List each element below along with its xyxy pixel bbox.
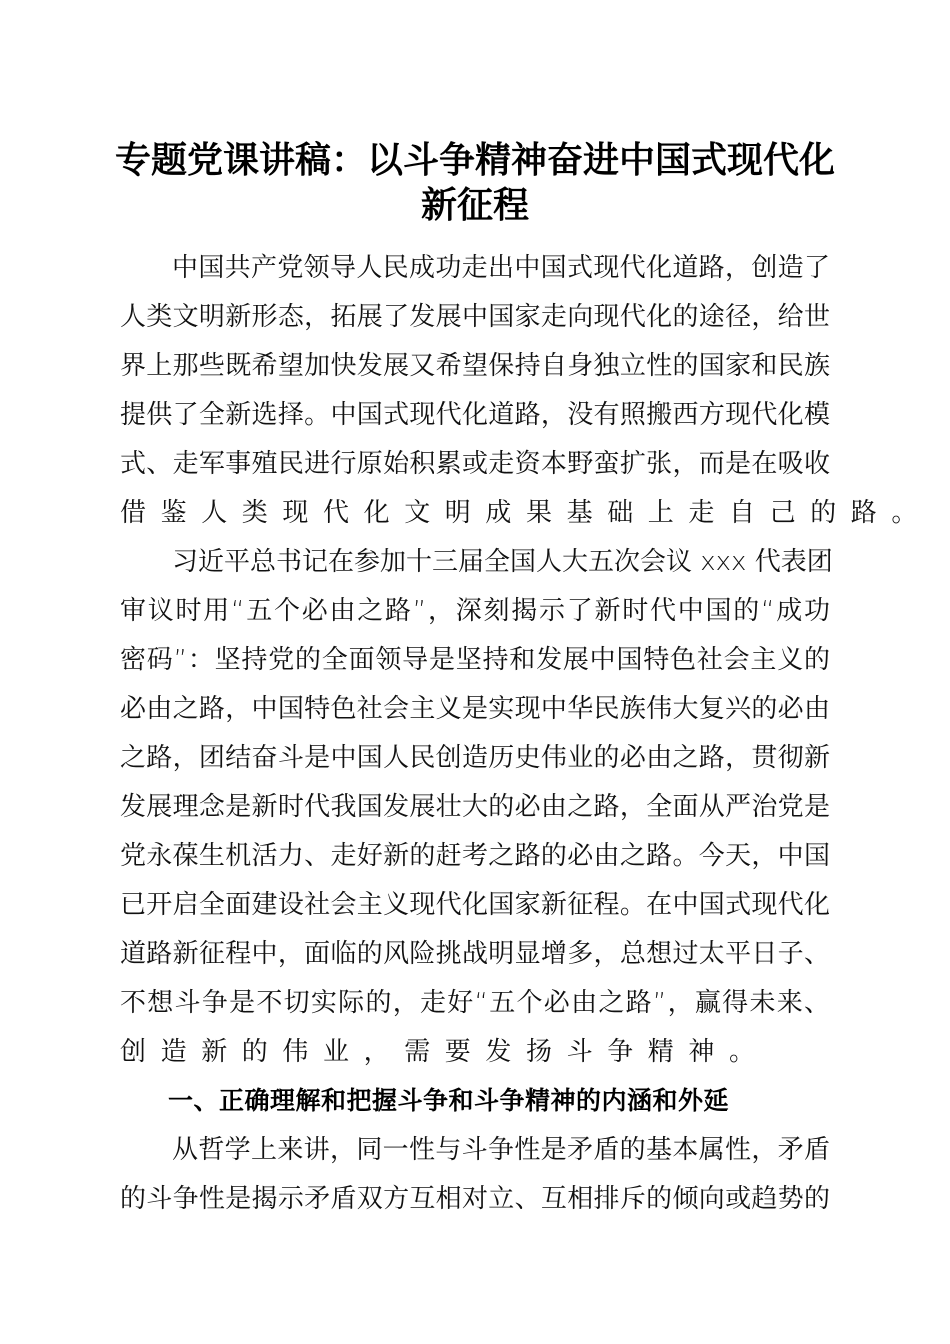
paragraph-line: 借鉴人类现代化文明成果基础上走自己的路。 — [120, 498, 933, 528]
paragraph-line: 式、走军事殖民进行原始积累或走资本野蛮扩张，而是在吸收 — [120, 449, 830, 479]
paragraph-line: 习近平总书记在参加十三届全国人大五次会议 xxx 代表团 — [172, 547, 833, 577]
paragraph-line: 从哲学上来讲，同一性与斗争性是矛盾的基本属性，矛盾 — [172, 1135, 830, 1165]
section-heading: 一、正确理解和把握斗争和斗争精神的内涵和外延 — [168, 1086, 730, 1115]
paragraph-line: 道路新征程中，面临的风险挑战明显增多，总想过太平日子、 — [120, 939, 830, 969]
paragraph-line: 中国共产党领导人民成功走出中国式现代化道路，创造了 — [172, 253, 830, 283]
paragraph-line: 创造新的伟业，需要发扬斗争精神。 — [120, 1037, 770, 1067]
paragraph-line: 审议时用“五个必由之路”，深刻揭示了新时代中国的“成功 — [120, 596, 830, 626]
paragraph-line: 党永葆生机活力、走好新的赶考之路的必由之路。今天，中国 — [120, 841, 830, 871]
paragraph-line: 不想斗争是不切实际的，走好“五个必由之路”，赢得未来、 — [120, 988, 830, 1018]
paragraph-line: 人类文明新形态，拓展了发展中国家走向现代化的途径，给世 — [120, 302, 830, 332]
paragraph-line: 界上那些既希望加快发展又希望保持自身独立性的国家和民族 — [120, 351, 830, 381]
paragraph-line: 必由之路，中国特色社会主义是实现中华民族伟大复兴的必由 — [120, 694, 830, 724]
paragraph-line: 已开启全面建设社会主义现代化国家新征程。在中国式现代化 — [120, 890, 830, 920]
paragraph-line: 之路，团结奋斗是中国人民创造历史伟业的必由之路，贯彻新 — [120, 743, 830, 773]
paragraph-line: 密码”：坚持党的全面领导是坚持和发展中国特色社会主义的 — [120, 645, 830, 675]
paragraph-line: 提供了全新选择。中国式现代化道路，没有照搬西方现代化模 — [120, 400, 830, 430]
paragraph-line: 发展理念是新时代我国发展壮大的必由之路，全面从严治党是 — [120, 792, 830, 822]
paragraph-line: 的斗争性是揭示矛盾双方互相对立、互相排斥的倾向或趋势的 — [120, 1184, 830, 1214]
document-title-line-2: 新征程 — [420, 184, 529, 226]
document-title-line-1: 专题党课讲稿：以斗争精神奋进中国式现代化 — [114, 139, 835, 181]
